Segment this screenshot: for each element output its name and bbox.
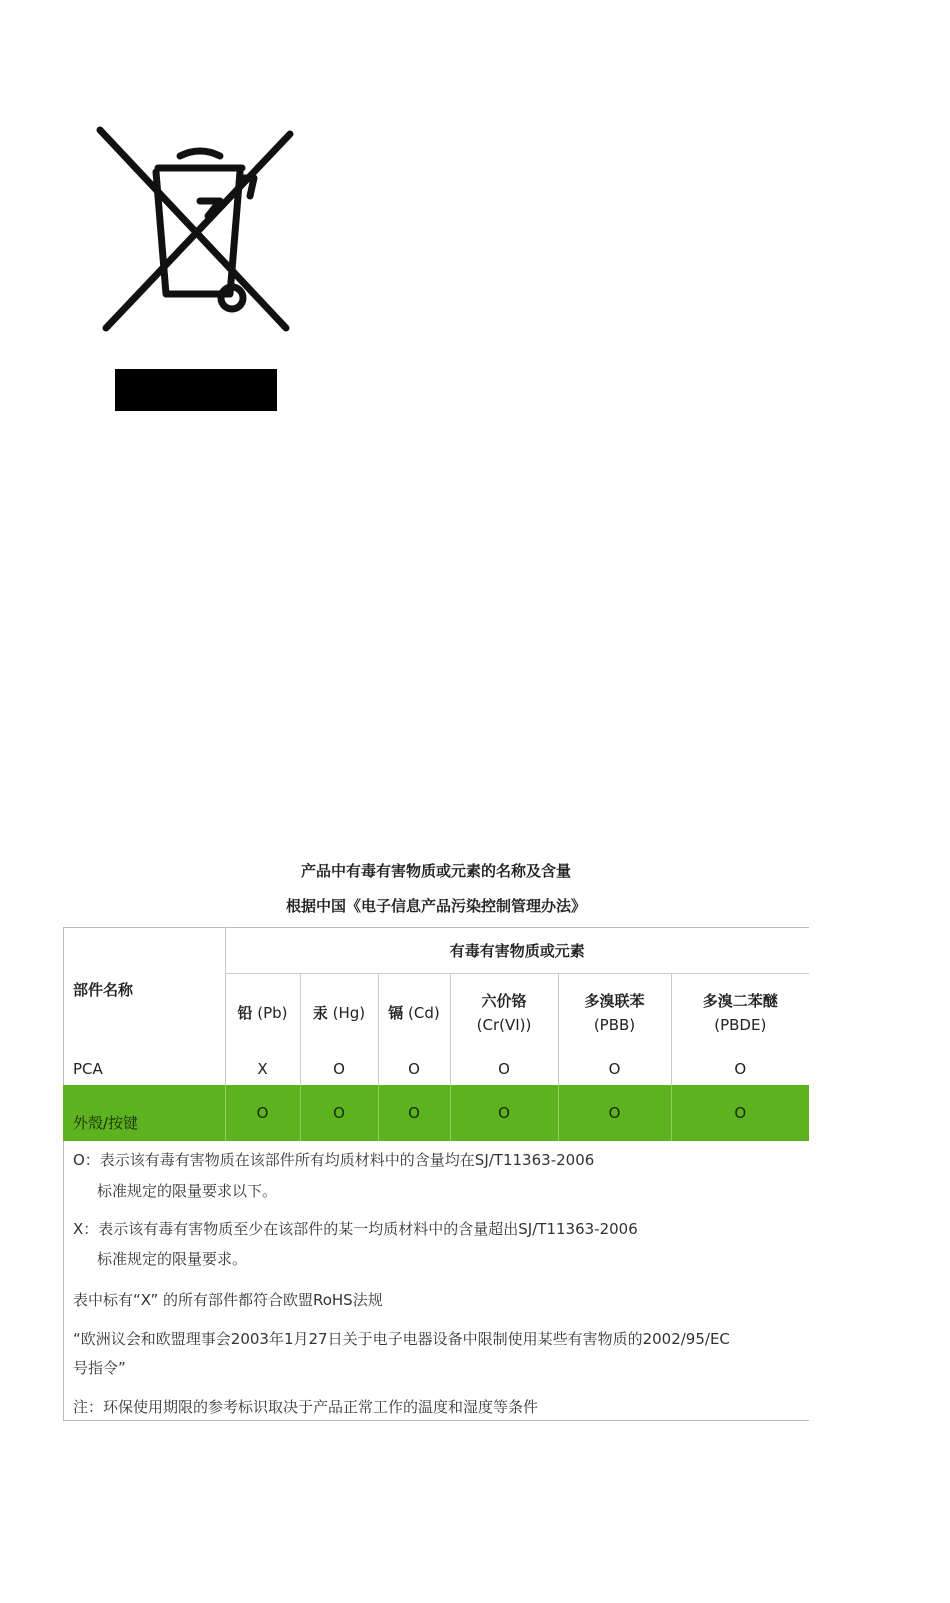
row-part-name: 外殼/按键 [63, 1085, 225, 1141]
note-o-line2: 标准规定的限量要求以下。 [97, 1182, 278, 1200]
table-row [63, 1085, 809, 1141]
page-title: 产品中有毒有害物质或元素的名称及含量 [300, 862, 571, 880]
column-header-cd: 镉 (Cd) [378, 974, 450, 1053]
part-name-header: 部件名称 [63, 927, 225, 1052]
note-x-line1: X：表示该有毒有害物质至少在该部件的某一均质材料中的含量超出SJ/T11363-2006 [73, 1220, 638, 1238]
table-cell: O [558, 1052, 671, 1085]
table-cell: O [300, 1052, 378, 1085]
table-cell: X [225, 1052, 300, 1085]
note-rohs: 表中标有“X” 的所有部件都符合欧盟RoHS法规 [73, 1291, 383, 1309]
footnote: 注：环保使用期限的参考标识取决于产品正常工作的温度和湿度等条件 [73, 1398, 539, 1416]
table-cell: O [450, 1085, 558, 1141]
note-eu-directive-line1: “欧洲议会和欧盟理事会2003年1月27日关于电子电器设备中限制使用某些有害物质的2002/95/EC [73, 1330, 730, 1348]
column-header-pbb: 多溴联苯 (PBB) [558, 974, 671, 1053]
hazardous-substances-table [63, 927, 809, 1141]
table-cell: O [378, 1052, 450, 1085]
substance-group-header: 有毒有害物质或元素 [225, 927, 809, 974]
column-header-hg: 汞 (Hg) [300, 974, 378, 1053]
table-cell: O [558, 1085, 671, 1141]
page-subtitle: 根据中国《电子信息产品污染控制管理办法》 [285, 897, 586, 915]
table-cell: O [300, 1085, 378, 1141]
crossed-out-wheelie-bin-icon [92, 126, 296, 336]
note-o-line1: O：表示该有毒有害物质在该部件所有均质材料中的含量均在SJ/T11363-2006 [73, 1151, 595, 1169]
table-cell: O [671, 1085, 809, 1141]
separate-collection-bar [115, 369, 277, 411]
table-cell: O [734, 1059, 747, 1078]
note-eu-directive-line2: 号指令” [73, 1359, 126, 1377]
column-header-cr6: 六价铬 (Cr(VI)) [450, 974, 558, 1053]
row-part-name: PCA [63, 1052, 225, 1085]
column-header-pbde: 多溴二苯醚 (PBDE) [702, 992, 778, 1034]
table-row [63, 1052, 809, 1085]
note-x-line2: 标准规定的限量要求。 [97, 1250, 248, 1268]
column-header-pb: 铅 (Pb) [225, 974, 300, 1053]
table-cell: O [378, 1085, 450, 1141]
table-cell: O [225, 1085, 300, 1141]
table-cell: O [450, 1052, 558, 1085]
